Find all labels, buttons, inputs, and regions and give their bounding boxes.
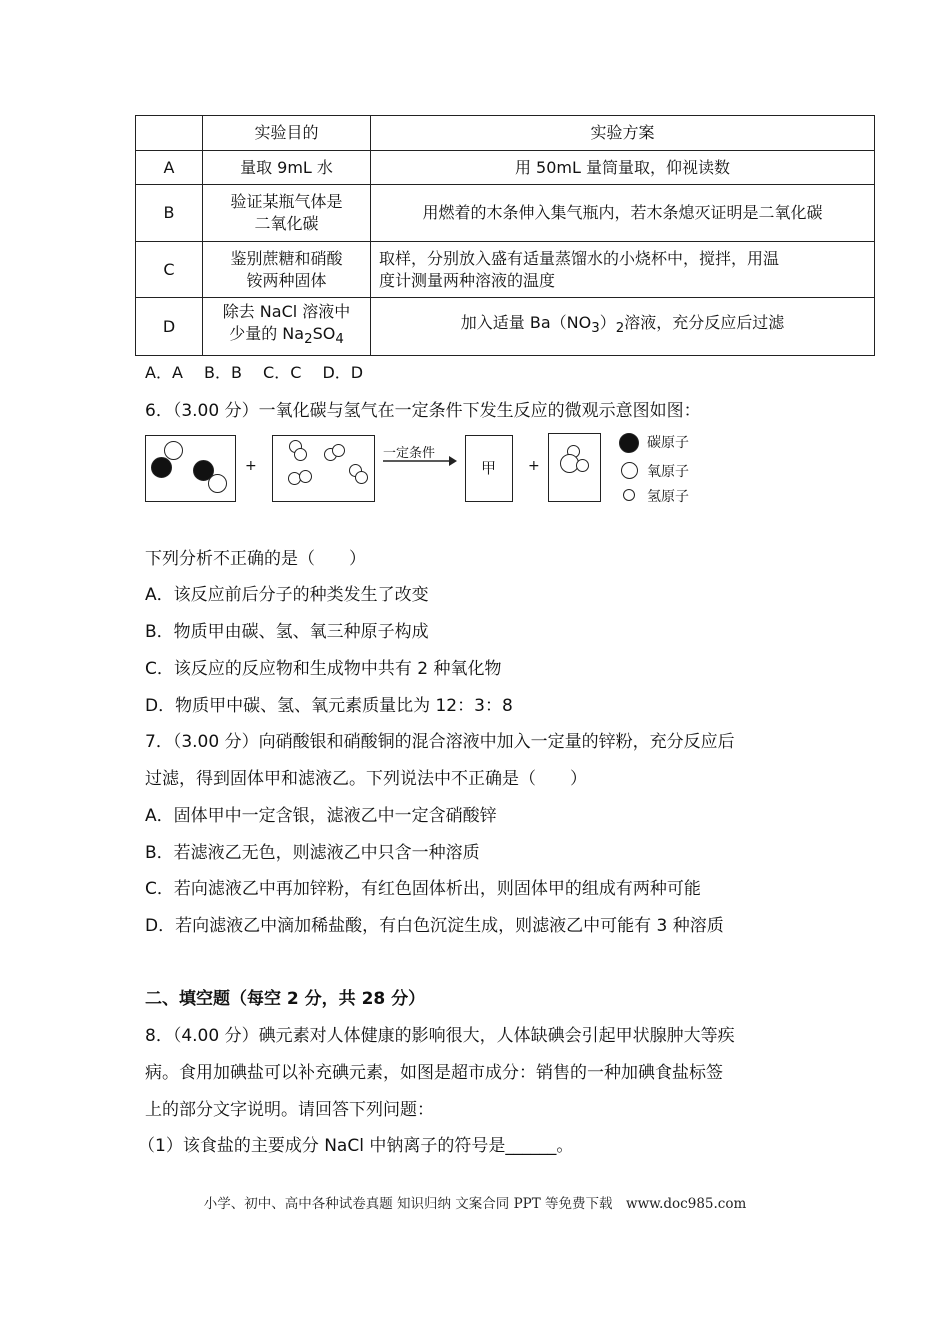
q7-option-a: A．固体甲中一定含银，滤液乙中一定含硝酸锌 [145, 806, 497, 826]
q6-option-a: A．该反应前后分子的种类发生了改变 [145, 585, 429, 605]
reaction-diagram [140, 430, 720, 510]
carbon-legend-label: 碳原子 [647, 435, 689, 451]
product-label: 甲 [481, 459, 497, 477]
q5-options: A．A B．B C．C D．D [145, 363, 364, 382]
q6-prompt: 下列分析不正确的是（ ） [145, 549, 366, 569]
oxygen-legend-label: 氧原子 [647, 464, 689, 480]
table-row [136, 298, 875, 356]
row-purpose [203, 242, 371, 298]
q8-subquestion-1: （1）该食盐的主要成分 NaCl 中钠离子的符号是______。 [138, 1136, 574, 1156]
reaction-condition: 一定条件 [383, 446, 436, 461]
q8-line3: 上的部分文字说明。请回答下列问题： [145, 1100, 434, 1120]
hydrogen-atom [294, 448, 307, 461]
q8-line1: 8．（4.00 分）碘元素对人体健康的影响很大，人体缺碘会引起甲状腺肿大等疾 [145, 1026, 735, 1046]
formula-subscript: 2 [304, 332, 313, 348]
row-plan-line: 取样，分别放入盛有适量蒸馏水的小烧杯中，搅拌，用温 [379, 248, 780, 268]
page-footer: 小学、初中、高中各种试卷真题 知识归纳 文案合同 PPT 等免费下载 www.doc985.com [203, 1196, 747, 1212]
row-purpose: 量取 9mL 水 [203, 151, 371, 185]
hydrogen-atom [332, 444, 345, 457]
hydrogen-atom [299, 470, 312, 483]
q7-stem-line1: 7．（3.00 分）向硝酸银和硝酸铜的混合溶液中加入一定量的锌粉，充分反应后 [145, 732, 735, 752]
row-purpose-line: 鉴别蔗糖和硝酸 [230, 248, 343, 268]
formula-subscript: 2 [615, 321, 625, 337]
table-header-blank [136, 116, 203, 151]
hydrogen-atom [355, 471, 368, 484]
hydrogen-legend-icon [623, 489, 635, 501]
q6-option-d: D．物质甲中碳、氢、氧元素质量比为 12：3：8 [145, 696, 513, 716]
q7-option-b: B．若滤液乙无色，则滤液乙中只含一种溶质 [145, 843, 480, 863]
q8-line2: 病。食用加碘盐可以补充碘元素，如图是超市成分：销售的一种加碘食盐标签 [145, 1063, 723, 1083]
q7-option-d: D．若向滤液乙中滴加稀盐酸，有白色沉淀生成，则滤液乙中可能有 3 种溶质 [145, 916, 724, 936]
q7-option-c: C．若向滤液乙中再加锌粉，有红色固体析出，则固体甲的组成有两种可能 [145, 879, 701, 899]
section-heading: 二、填空题（每空 2 分，共 28 分） [145, 989, 426, 1009]
row-purpose [203, 298, 371, 356]
table-row [136, 185, 875, 242]
row-purpose-line: 验证某瓶气体是 [230, 192, 343, 211]
row-key: C [136, 242, 203, 298]
formula-part: SO [312, 324, 336, 344]
formula-part: ） [599, 313, 616, 333]
oxygen-legend-icon [621, 462, 638, 479]
row-key: A [136, 151, 203, 185]
oxygen-atom [208, 474, 227, 493]
row-plan [371, 298, 875, 356]
row-purpose-line: 二氧化碳 [254, 214, 319, 233]
row-plan: 用燃着的木条伸入集气瓶内，若木条熄灭证明是二氧化碳 [371, 185, 875, 242]
table-header-plan: 实验方案 [371, 116, 875, 151]
oxygen-atom [164, 441, 183, 460]
experiment-table [135, 115, 875, 356]
row-plan-line: 度计测量两种溶液的温度 [379, 270, 556, 290]
row-plan [371, 242, 875, 298]
product-box [465, 435, 513, 502]
row-plan: 用 50mL 量筒量取，仰视读数 [371, 151, 875, 185]
row-key: D [136, 298, 203, 356]
q6-stem: 6．（3.00 分）一氧化碳与氢气在一定条件下发生反应的微观示意图如图： [145, 401, 701, 421]
co-molecules-box [145, 435, 236, 502]
carbon-atom [151, 457, 172, 478]
row-purpose [203, 185, 371, 242]
row-purpose-line: 除去 NaCl 溶液中 [222, 302, 351, 322]
row-key: B [136, 185, 203, 242]
q6-option-c: C．该反应的反应物和生成物中共有 2 种氧化物 [145, 659, 502, 679]
formula-part: 少量的 Na [229, 324, 305, 344]
hydrogen-atom [576, 459, 589, 472]
formula-subscript: 4 [335, 332, 344, 348]
formula-subscript: 3 [591, 321, 600, 337]
row-purpose-line: 铵两种固体 [246, 270, 327, 290]
hydrogen-legend-label: 氢原子 [647, 489, 689, 505]
q7-stem-line2: 过滤，得到固体甲和滤液乙。下列说法中不正确是（ ） [145, 769, 587, 789]
row-purpose-line [211, 323, 362, 351]
reaction-arrow [381, 454, 459, 468]
table-row [136, 242, 875, 298]
table-header-purpose: 实验目的 [203, 116, 371, 151]
formula-part: 溶液，充分反应后过滤 [624, 313, 785, 333]
table-header-row [136, 116, 875, 151]
table-row [136, 151, 875, 185]
plus-sign: + [528, 458, 540, 474]
q6-option-b: B．物质甲由碳、氢、氧三种原子构成 [145, 622, 429, 642]
plus-sign: + [245, 458, 257, 474]
formula-part: 加入适量 Ba（NO [460, 313, 592, 333]
h2-molecules-box [272, 435, 375, 502]
water-molecule-box [548, 433, 601, 502]
carbon-legend-icon [619, 433, 639, 453]
